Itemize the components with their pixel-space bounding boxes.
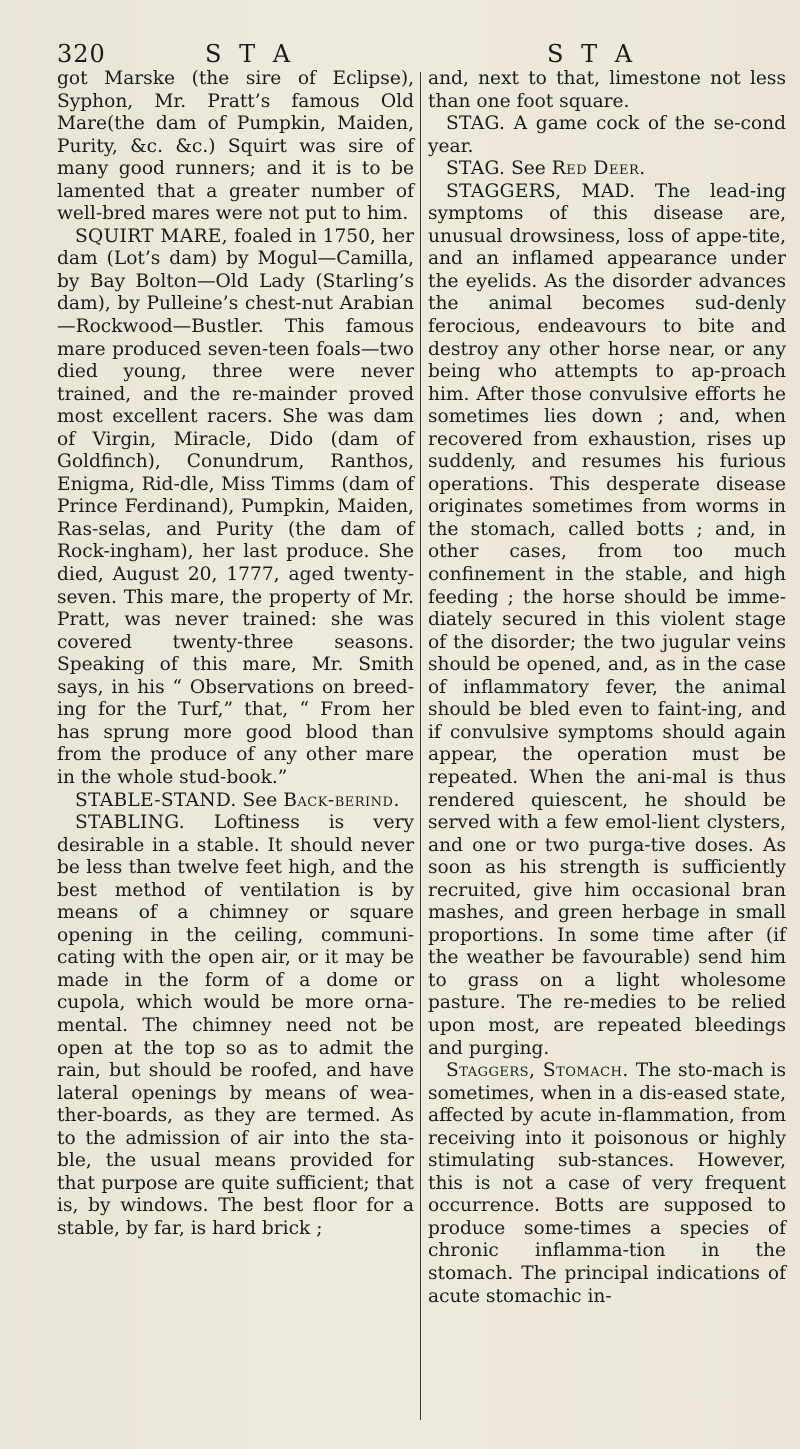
entry-body: The lead-ing symptoms of this disease are, unusual drowsiness, loss of appe-tite, and an inflamed appearance under the eyelids. As the disorder advances the animal becomes sud-denly ferocious, endeavours to bite and destroy any other horse near, or any being who attempts to ap-proach him. After those convulsive efforts he sometimes lies down ; and, when recovered from exhaustion, rises up suddenly, and resumes his furious operations. This desperate disease originates sometimes from worms in the stomach, called botts ; and, in other cases, from too much confinement in the stable, and high feeding ; the horse should be imme-diately secured in this violent stage of the disorder; the two jugular veins should be opened, and, as in the case of inflammatory fever, the animal should be bled even to faint-ing, and if convulsive symptoms should again appear, the operation must be repeated. When the ani-mal is thus rendered quiescent, he should be served with a few emol-lient clysters, and one or two purga-tive doses. As soon as his strength is sufficiently recruited, give him occasional bran mashes, and green herbage in small proportions. In some time after (if the weather be favourable) send him to grass on a light wholesome pasture. The re-medies to be relied upon most, are repeated bleedings and purging.: [428, 180, 786, 1059]
cross-reference: Red Deer.: [551, 158, 646, 180]
entry-body: See: [505, 158, 552, 180]
entry-stabling: [57, 812, 414, 1240]
entry-headword: SQUIRT MARE,: [75, 225, 228, 247]
left-column: [57, 68, 414, 1240]
entry-body: A game cock of the se-cond year.: [428, 113, 786, 157]
running-head-right: S T A: [547, 40, 638, 68]
entry-stag-cock: [428, 113, 786, 158]
column-divider: [420, 72, 421, 1420]
entry-headword: STAG.: [446, 158, 506, 180]
entry-stag-deer: [428, 158, 786, 181]
entry-body: See: [236, 789, 284, 811]
entry-body: The sto-mach is sometimes, when in a dis-eased state, affected by acute in-flammation, from receiving into it poisonous or highly stimulating sub-stances. However, this is not a case of very frequent occurrence. Botts are supposed to produce some-times a species of chronic inflamma-tion in the stomach. The principal indications of acute stomachic in-: [428, 1060, 786, 1307]
entry-squirt-mare: [57, 226, 414, 790]
entry-body: Loftiness is very desirable in a stable. It should never be less than twelve feet high, and the best method of ventilation is by means of a chimney or square opening in the ceiling, communi-cating with the open air, or it may be made in the form of a dome or cupola, which would be more orna-mental. The chimney need not be open at the top so as to admit the rain, but should be roofed, and have lateral openings by means of wea-ther-boards, as they are termed. As to the admission of air into the sta-ble, the usual means provided for that purpose are quite sufficient; that is, by windows. The best floor for a stable, by far, is hard brick ;: [57, 812, 414, 1239]
entry-headword: STAGGERS, MAD.: [446, 180, 636, 202]
right-column: [428, 68, 786, 1308]
entry-body: foaled in 1750, her dam (Lot’s dam) by Mogul—Camilla, by Bay Bolton—Old Lady (Starling’s dam), by Pulleine’s chest-nut Arabian—Rockwood—Bustler. This famous mare produced seven-teen foals—two died young, three were never trained, and the re-mainder proved most excellent racers. She was dam of Virgin, Miracle, Dido (dam of Goldfinch), Conundrum, Ranthos, Enigma, Rid-dle, Miss Timms (dam of Prince Ferdinand), Pumpkin, Maiden, Ras-selas, and Purity (the dam of Rock-ingham), her last produce. She died, August 20, 1777, aged twenty-seven. This mare, the property of Mr. Pratt, was never trained: she was covered twenty-three seasons. Speaking of this mare, Mr. Smith says, in his “ Observations on breed-ing for the Turf,” that, “ From her has sprung more good blood than from the produce of any other mare in the whole stud-book.”: [57, 225, 414, 788]
entry-headword: STAG.: [446, 113, 506, 135]
entry-stable-stand: [57, 790, 414, 813]
entry-headword: STABLE-STAND.: [75, 789, 237, 811]
entry-staggers-mad: [428, 181, 786, 1060]
entry-headword: STABLING.: [75, 812, 185, 834]
continued-paragraph: got Marske (the sire of Eclipse), Syphon, Mr. Pratt’s famous Old Mare(the dam of Pumpkin, Maiden, Purity, &c. &c.) Squirt was sire of many good runners; and it is to be lamented that a greater number of well-bred mares were not put to him.: [57, 68, 414, 225]
entry-staggers-stomach: [428, 1060, 786, 1308]
running-head-left: S T A: [205, 40, 296, 68]
continued-paragraph: and, next to that, limestone not less than one foot square.: [428, 68, 786, 112]
page-number: 320: [57, 40, 106, 68]
cross-reference: Back-berind.: [283, 789, 400, 811]
entry-headword: Staggers, Stomach.: [446, 1060, 629, 1082]
